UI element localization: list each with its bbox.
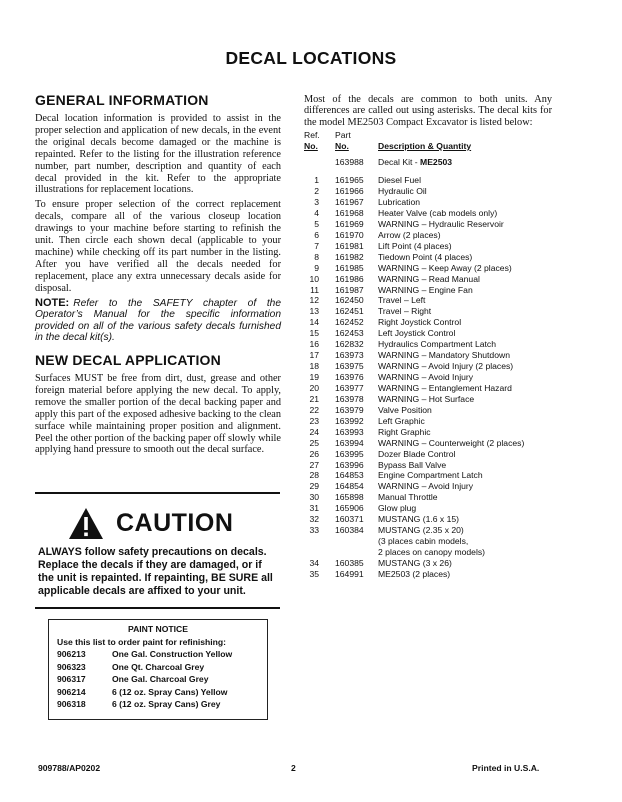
paint-description: 6 (12 oz. Spray Cans) Grey [112, 698, 221, 709]
decal-row [304, 547, 552, 558]
decal-ref-number: 5 [314, 218, 319, 229]
decal-part-number: 160371 [335, 514, 364, 525]
decal-row [304, 569, 552, 580]
paint-part-number: 906323 [57, 661, 86, 672]
decal-row [304, 295, 552, 306]
decal-description: Right Joystick Control [378, 317, 462, 328]
decal-row [304, 405, 552, 416]
warning-triangle-icon [68, 507, 104, 540]
page-title: DECAL LOCATIONS [225, 48, 397, 68]
decal-row [304, 558, 552, 569]
right-column [304, 94, 552, 580]
decal-description: WARNING – Hot Surface [378, 393, 475, 404]
decal-description: Travel – Left [378, 295, 426, 306]
decal-row [304, 470, 552, 481]
application-paragraph: Surfaces MUST be free from dirt, dust, grease and other foreign material before applying the new decal. To apply, remove the smaller portion of the decal backing paper and apply this part of the exposed adhesive backing to the clean surface while maintaining proper position and alignment. Peel the other portion of the backing paper off slowly while applying hand pressure to smooth out the decal surface. [35, 372, 281, 456]
decal-row [304, 263, 552, 274]
decal-description: WARNING – Entanglement Hazard [378, 382, 512, 393]
decal-ref-number: 7 [314, 240, 319, 251]
decal-ref-number: 15 [309, 328, 319, 339]
decal-description: Engine Compartment Latch [378, 470, 483, 481]
decal-part-number: 161965 [335, 175, 364, 186]
decal-part-number: 163979 [335, 404, 364, 415]
decal-row [304, 219, 552, 230]
decal-ref-number: 27 [309, 459, 319, 470]
decal-row [304, 427, 552, 438]
decal-description: 2 places on canopy models) [378, 547, 486, 558]
decal-description: Left Graphic [378, 415, 425, 426]
decal-part-number: 163973 [335, 350, 364, 361]
decal-ref-number: 14 [309, 317, 319, 328]
decal-description: Hydraulic Oil [378, 186, 427, 197]
decal-ref-number [304, 547, 335, 558]
decal-row [304, 383, 552, 394]
decal-description: WARNING – Avoid Injury [378, 481, 474, 492]
decal-part-number: 160384 [335, 525, 364, 536]
decal-description: Valve Position [378, 404, 432, 415]
general-paragraph-1: Decal location information is provided to assist in the proper selection and application of new decals, in the event the original decals become damaged or the machine is repainted. Refer to the listing for the illustration reference number, part number, description and quantity of each decal provided in the kit. Refer to the appropriate illustrations for replacement locations. [35, 113, 281, 196]
paint-part-number: 906317 [57, 674, 86, 685]
decal-description: WARNING – Keep Away (2 places) [378, 262, 512, 273]
paint-description: One Qt. Charcoal Grey [112, 661, 205, 672]
decal-description: WARNING – Mandatory Shutdown [378, 350, 510, 361]
decal-part-number: 163996 [335, 459, 364, 470]
decal-description: MUSTANG (3 x 26) [378, 557, 452, 568]
decal-part-number: 161982 [335, 251, 364, 262]
decal-row [304, 339, 552, 350]
paint-part-number: 906213 [57, 649, 86, 660]
decal-part-number: 161981 [335, 240, 364, 251]
decal-description: WARNING – Avoid Injury (2 places) [378, 361, 514, 372]
decal-part-number: 164991 [335, 568, 364, 579]
paint-notice-subtitle: Use this list to order paint for refinishing: [57, 637, 227, 647]
decal-row [304, 186, 552, 197]
caution-bottom-rule [35, 607, 280, 609]
decal-ref-number: 2 [314, 186, 319, 197]
decal-ref-number: 35 [309, 568, 319, 579]
decal-row [304, 416, 552, 427]
paint-description: One Gal. Charcoal Grey [112, 674, 209, 685]
paint-item [57, 674, 267, 684]
decal-part-number: 165906 [335, 503, 364, 514]
decal-part-number: 163977 [335, 382, 364, 393]
decal-part-number: 163978 [335, 393, 364, 404]
safety-note [35, 298, 281, 344]
decal-ref-number: 3 [314, 197, 319, 208]
decal-part-number: 163976 [335, 372, 364, 383]
footer-document-number: 909788/AP0202 [38, 763, 101, 773]
part-header: No. [335, 140, 349, 151]
decal-part-number: 162450 [335, 295, 364, 306]
decal-description: Diesel Fuel [378, 175, 421, 186]
decal-ref-number: 32 [309, 514, 319, 525]
decal-part-number: 162832 [335, 339, 364, 350]
decal-part-number [335, 536, 378, 547]
decal-ref-number: 19 [309, 372, 319, 383]
kit-description: Decal Kit - ME2503 [378, 157, 453, 168]
decal-part-number: 161985 [335, 262, 364, 273]
decal-ref-number: 30 [309, 492, 319, 503]
decal-ref-number [304, 536, 335, 547]
decal-row [304, 394, 552, 405]
decal-part-number: 161968 [335, 207, 364, 218]
decal-ref-number: 18 [309, 361, 319, 372]
decal-description: WARNING – Read Manual [378, 273, 480, 284]
decal-row [304, 438, 552, 449]
table-header-bottom [304, 141, 552, 152]
decal-description: Right Graphic [378, 426, 431, 437]
decal-row [304, 503, 552, 514]
decal-ref-number: 26 [309, 448, 319, 459]
decal-intro: Most of the decals are common to both units. Any differences are called out using asterisks. The decal kits for the model ME2503 Compact Excavator is listed below: [304, 94, 552, 128]
decal-description: Dozer Blade Control [378, 448, 456, 459]
decal-part-number [335, 547, 378, 558]
decal-part-number: 163993 [335, 426, 364, 437]
decal-row [304, 449, 552, 460]
decal-ref-number: 12 [309, 295, 319, 306]
decal-ref-number: 17 [309, 350, 319, 361]
decal-row [304, 208, 552, 219]
decal-table [304, 130, 552, 580]
decal-part-number: 162452 [335, 317, 364, 328]
decal-description: WARNING – Counterweight (2 places) [378, 437, 525, 448]
decal-description: Arrow (2 places) [378, 229, 441, 240]
decal-ref-number: 1 [314, 175, 319, 186]
general-paragraph-2: To ensure proper selection of the correct replacement decals, compare all of the various closeup location drawings to your machine before starting to refinish the unit. Then circle each shown decal (applicable to your machine) while checking off its part number in the listing. After you have verified all the decals needed for replacement, place any extra unnecessary decals aside for disposal. [35, 199, 281, 294]
decal-row [304, 306, 552, 317]
decal-ref-number: 23 [309, 415, 319, 426]
decal-part-number: 163994 [335, 437, 364, 448]
decal-description: MUSTANG (1.6 x 15) [378, 514, 460, 525]
decal-ref-number: 33 [309, 525, 319, 536]
decal-part-number: 160385 [335, 557, 364, 568]
decal-row [304, 241, 552, 252]
decal-row [304, 197, 552, 208]
decal-row [304, 285, 552, 296]
decal-row [304, 460, 552, 471]
decal-description: Lift Point (4 places) [378, 240, 452, 251]
paint-notice-title: PAINT NOTICE [128, 624, 188, 634]
kit-part-number: 163988 [335, 157, 364, 168]
decal-row [304, 525, 552, 536]
decal-part-number: 161987 [335, 284, 364, 295]
decal-description: Bypass Ball Valve [378, 459, 447, 470]
decal-ref-number: 21 [309, 393, 319, 404]
decal-row [304, 350, 552, 361]
caution-header [68, 498, 233, 548]
part-header-top: Part [335, 130, 351, 141]
decal-ref-number: 20 [309, 382, 319, 393]
decal-ref-number: 13 [309, 306, 319, 317]
decal-ref-number: 34 [309, 557, 319, 568]
decal-ref-number: 31 [309, 503, 319, 514]
paint-description: 6 (12 oz. Spray Cans) Yellow [112, 686, 228, 697]
decal-description: Tiedown Point (4 places) [378, 251, 473, 262]
decal-ref-number: 6 [314, 229, 319, 240]
decal-part-number: 161969 [335, 218, 364, 229]
footer-printed-in: Printed in U.S.A. [472, 763, 540, 773]
decal-description: Heater Valve (cab models only) [378, 207, 498, 218]
decal-row [304, 328, 552, 339]
decal-description: Manual Throttle [378, 492, 438, 503]
decal-part-number: 162451 [335, 306, 364, 317]
decal-row [304, 252, 552, 263]
decal-description: ME2503 (2 places) [378, 568, 451, 579]
decal-part-number: 161970 [335, 229, 364, 240]
paint-item [57, 687, 267, 697]
note-text: Refer to the SAFETY chapter of the Operator’s Manual for the specific information provided on all of the various safety decals furnished in the decal kit(s). [35, 297, 281, 344]
note-label: NOTE: [35, 296, 70, 309]
decal-row [304, 514, 552, 525]
decal-part-number: 161966 [335, 186, 364, 197]
general-information-heading: GENERAL INFORMATION [35, 92, 209, 108]
decal-row [304, 536, 552, 547]
decal-part-number: 161986 [335, 273, 364, 284]
paint-description: One Gal. Construction Yellow [112, 649, 233, 660]
decal-row [304, 274, 552, 285]
caution-word: CAUTION [116, 508, 234, 537]
decal-description: MUSTANG (2.35 x 20) [378, 525, 464, 536]
paint-item [57, 662, 267, 672]
decal-row [304, 372, 552, 383]
decal-ref-number: 28 [309, 470, 319, 481]
paint-part-number: 906214 [57, 686, 86, 697]
decal-ref-number: 24 [309, 426, 319, 437]
decal-description: Lubrication [378, 197, 421, 208]
decal-part-number: 163975 [335, 361, 364, 372]
ref-header: No. [304, 140, 318, 151]
ref-header-top: Ref. [304, 130, 320, 141]
decal-description: Glow plug [378, 503, 417, 514]
decal-ref-number: 16 [309, 339, 319, 350]
decal-part-number: 163995 [335, 448, 364, 459]
decal-ref-number: 22 [309, 404, 319, 415]
decal-rows [304, 175, 552, 580]
decal-part-number: 163992 [335, 415, 364, 426]
application-heading: NEW DECAL APPLICATION [35, 351, 221, 368]
decal-ref-number: 29 [309, 481, 319, 492]
decal-description: WARNING – Engine Fan [378, 284, 473, 295]
decal-part-number: 162453 [335, 328, 364, 339]
caution-top-rule [35, 492, 280, 494]
decal-ref-number: 8 [314, 251, 319, 262]
decal-row [304, 317, 552, 328]
left-column [35, 92, 281, 459]
table-header-top [304, 130, 552, 141]
decal-row [304, 492, 552, 503]
decal-ref-number: 9 [314, 262, 319, 273]
decal-row [304, 481, 552, 492]
footer-page-number: 2 [291, 763, 296, 773]
paint-part-number: 906318 [57, 698, 86, 709]
decal-row [304, 175, 552, 186]
decal-ref-number: 11 [310, 284, 319, 295]
paint-item [57, 649, 267, 659]
decal-row [304, 230, 552, 241]
description-header: Description & Quantity [378, 140, 472, 151]
caution-text: ALWAYS follow safety precautions on decals. Replace the decals if they are damaged, or if the unit is repainted. If repainting, BE SURE all applicable decals are affixed to your unit. [38, 546, 273, 597]
decal-description: Travel – Right [378, 306, 432, 317]
decal-part-number: 161967 [335, 197, 364, 208]
decal-part-number: 164854 [335, 481, 364, 492]
decal-part-number: 165898 [335, 492, 364, 503]
paint-notice-box [48, 619, 268, 720]
decal-ref-number: 10 [309, 273, 319, 284]
decal-description: (3 places cabin models, [378, 536, 469, 547]
decal-ref-number: 4 [314, 207, 319, 218]
decal-part-number: 164853 [335, 470, 364, 481]
paint-item [57, 699, 267, 709]
decal-ref-number: 25 [309, 437, 319, 448]
decal-description: WARNING – Hydraulic Reservoir [378, 218, 504, 229]
decal-kit-row [304, 157, 552, 168]
decal-description: Left Joystick Control [378, 328, 456, 339]
paint-list [49, 649, 267, 709]
decal-description: WARNING – Avoid Injury [378, 372, 474, 383]
decal-description: Hydraulics Compartment Latch [378, 339, 496, 350]
decal-row [304, 361, 552, 372]
